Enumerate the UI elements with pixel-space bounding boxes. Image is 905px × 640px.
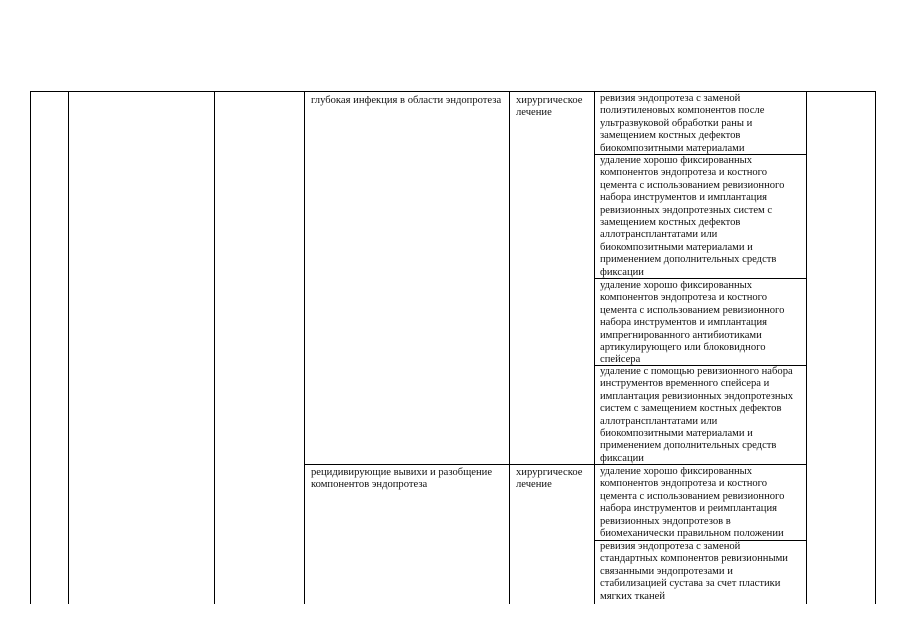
column-divider: [214, 91, 215, 604]
treatment-method-cell: удаление с помощью ревизионного набора инструментов временного спейсера и имплантация ревизионных эндопротезных систем с замещением костных дефектов аллотрансплантатами или биокомпозитными материалами и применением дополнительных средств фиксации: [600, 366, 793, 464]
column-divider: [594, 91, 595, 604]
diagnosis-cell: рецидивирующие вывихи и разобщение компонентов эндопротеза: [311, 467, 493, 491]
column-divider: [509, 91, 510, 604]
treatment-method-cell: ревизия эндопротеза с заменой стандартных компонентов ревизионными связанными эндопротезами и стабилизацией сустава за счет пластики мягких тканей: [600, 541, 788, 602]
column-divider: [875, 91, 876, 604]
treatment-method-cell: удаление хорошо фиксированных компонентов эндопротеза и костного цемента с использованием ревизионного набора инструментов и имплантация ревизионных эндопротезных систем с замещением костных дефектов аллотрансплантатами или биокомпозитными материалами и применением дополнительных средств фиксации: [600, 155, 785, 278]
treatment-method-cell: удаление хорошо фиксированных компонентов эндопротеза и костного цемента с использованием ревизионного набора инструментов и имплантация импрегнированного антибиотиками артикулирующего или блоковидного спейсера: [600, 280, 785, 366]
treatment-type-cell: хирургическое лечение: [516, 467, 583, 491]
column-divider: [806, 91, 807, 604]
column-divider: [304, 91, 305, 604]
diagnosis-cell: глубокая инфекция в области эндопротеза: [311, 95, 502, 106]
treatment-method-cell: удаление хорошо фиксированных компонентов эндопротеза и костного цемента с использованием ревизионного набора инструментов и реимплантация ревизионных эндопротезов в биомеханически правильном положении: [600, 466, 785, 540]
treatment-method-cell: ревизия эндопротеза с заменой полиэтиленовых компонентов после ультразвуковой обработки раны и замещением костных дефектов биокомпозитными материалами: [600, 93, 765, 154]
column-divider: [68, 91, 69, 604]
treatment-type-cell: хирургическое лечение: [516, 95, 583, 119]
